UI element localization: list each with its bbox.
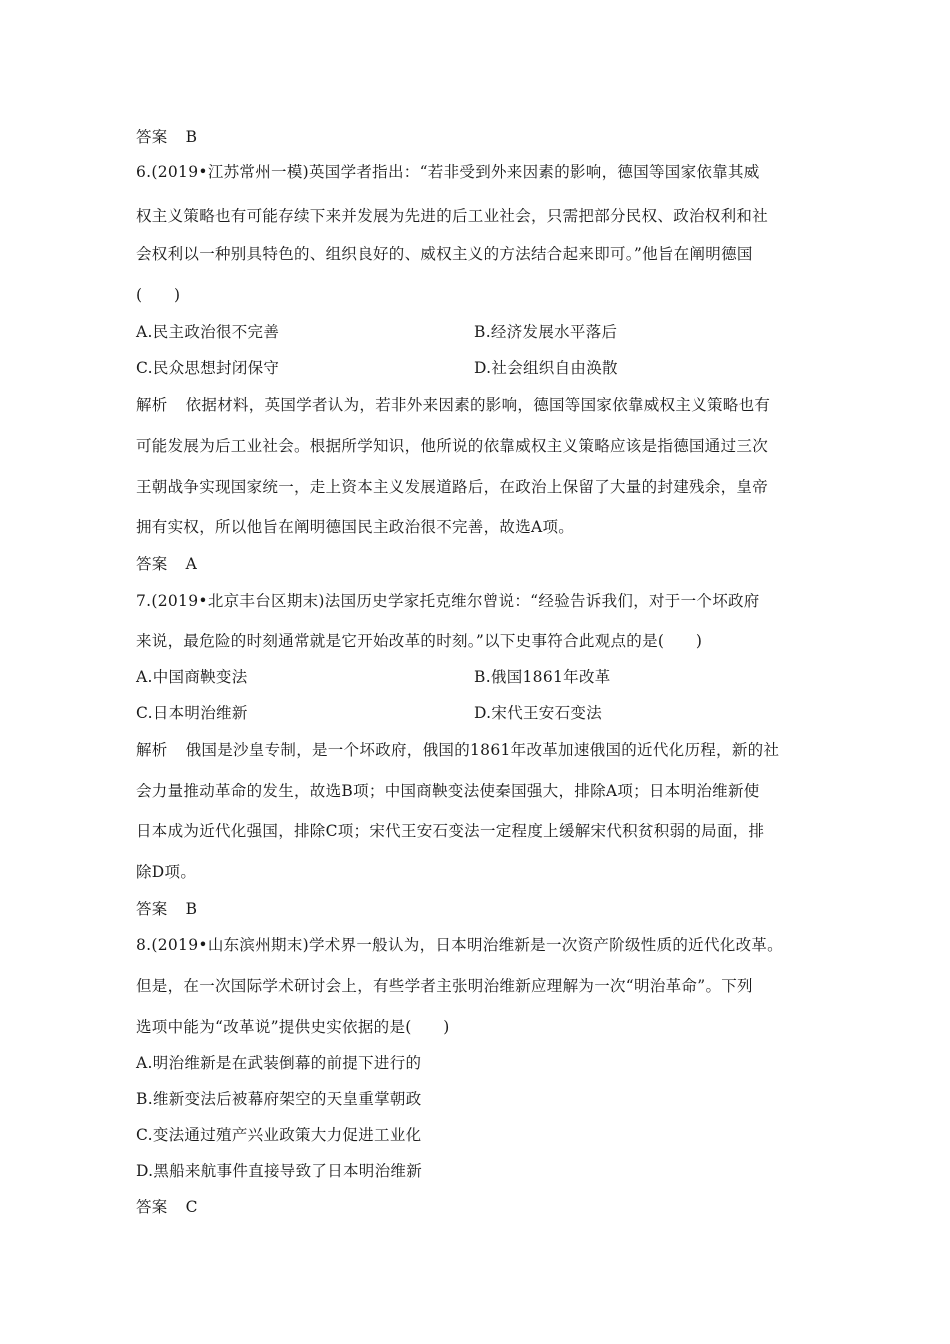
- question-text-line: 来说，最危险的时刻通常就是它开始改革的时刻。”以下史事符合此观点的是( ): [136, 632, 703, 650]
- analysis-line: 除D项。: [136, 863, 197, 881]
- option-c: C.民众思想封闭保守: [136, 359, 280, 377]
- question-blank: ( ): [136, 286, 181, 304]
- answer-line: 答案 B: [136, 900, 198, 918]
- option-c: C.变法通过殖产兴业政策大力促进工业化: [136, 1126, 422, 1144]
- analysis-line: 会力量推动革命的发生，故选B项；中国商鞅变法使秦国强大，排除A项；日本明治维新使: [136, 782, 760, 800]
- option-d: D.社会组织自由涣散: [474, 359, 618, 377]
- question-text-line: 但是，在一次国际学术研讨会上，有些学者主张明治维新应理解为一次“明治革命”。下列: [136, 977, 753, 995]
- option-b: B.俄国1861年改革: [474, 668, 611, 686]
- answer-line: 答案 A: [136, 555, 198, 573]
- question-text-line: 7.(2019•北京丰台区期末)法国历史学家托克维尔曾说：“经验告诉我们，对于一个坏政府: [136, 592, 760, 610]
- question-text-line: 会权利以一种别具特色的、组织良好的、威权主义的方法结合起来即可。”他旨在阐明德国: [136, 245, 753, 263]
- analysis-line: 日本成为近代化强国，排除C项；宋代王安石变法一定程度上缓解宋代积贫积弱的局面，排: [136, 822, 765, 840]
- option-a: A.民主政治很不完善: [136, 323, 280, 341]
- option-d: D.宋代王安石变法: [474, 704, 603, 722]
- question-text-line: 8.(2019•山东滨州期末)学术界一般认为，日本明治维新是一次资产阶级性质的近代化改革。: [136, 936, 783, 954]
- question-text-line: 选项中能为“改革说”提供史实依据的是( ): [136, 1018, 450, 1036]
- analysis-label: 解析: [136, 741, 168, 759]
- analysis-line: 拥有实权，所以他旨在阐明德国民主政治很不完善，故选A项。: [136, 518, 575, 536]
- option-b: B.维新变法后被幕府架空的天皇重掌朝政: [136, 1090, 422, 1108]
- analysis-line: 可能发展为后工业社会。根据所学知识，他所说的依靠威权主义策略应该是指德国通过三次: [136, 437, 769, 455]
- option-d: D.黑船来航事件直接导致了日本明治维新: [136, 1162, 423, 1180]
- option-a: A.明治维新是在武装倒幕的前提下进行的: [136, 1054, 422, 1072]
- option-a: A.中国商鞅变法: [136, 668, 248, 686]
- analysis-line: 解析 俄国是沙皇专制，是一个坏政府，俄国的1861年改革加速俄国的近代化历程，新的社: [136, 741, 780, 759]
- question-text-line: 6.(2019•江苏常州一模)英国学者指出：“若非受到外来因素的影响，德国等国家依靠其威: [136, 163, 760, 181]
- answer-line: 答案 C: [136, 1198, 198, 1216]
- analysis-label: 解析: [136, 396, 168, 414]
- analysis-line: 解析 依据材料，英国学者认为，若非外来因素的影响，德国等国家依靠威权主义策略也有: [136, 396, 771, 414]
- option-b: B.经济发展水平落后: [474, 323, 618, 341]
- question-text-line: 权主义策略也有可能存续下来并发展为先进的后工业社会，只需把部分民权、政治权利和社: [136, 207, 769, 225]
- option-c: C.日本明治维新: [136, 704, 248, 722]
- analysis-line: 王朝战争实现国家统一，走上资本主义发展道路后，在政治上保留了大量的封建残余，皇帝: [136, 478, 769, 496]
- answer-line-prev: 答案 B: [136, 128, 198, 146]
